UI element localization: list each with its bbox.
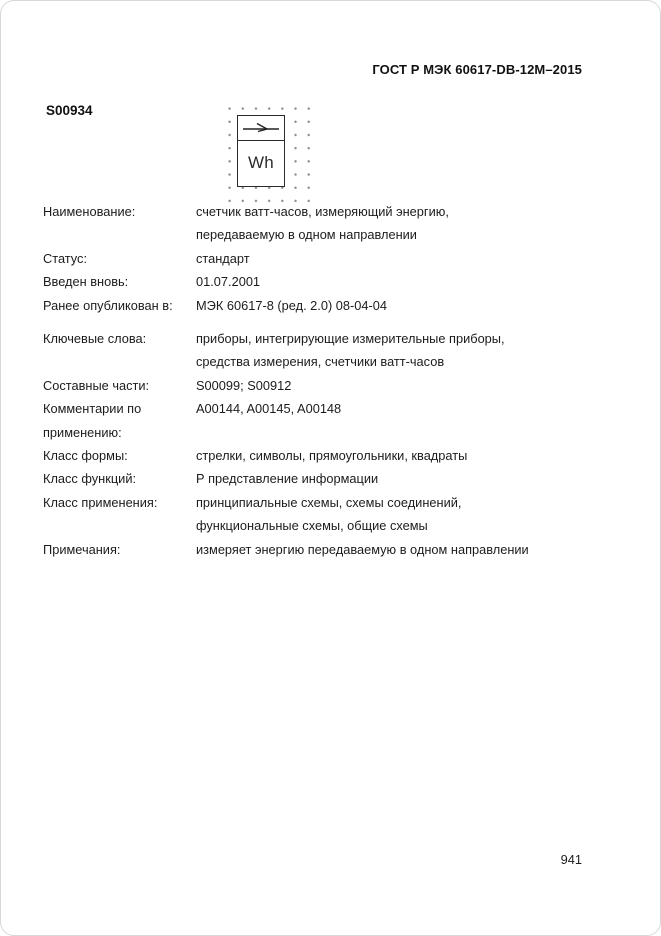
field-label-line: Ранее опубликован в:: [43, 297, 173, 313]
field-row-name: [43, 200, 608, 247]
field-label-line: Класс формы:: [43, 448, 128, 464]
field-label-line: Комментарии по: [43, 401, 142, 417]
field-label: [43, 491, 196, 514]
field-row-keywords: [43, 327, 608, 374]
field-label-line: Класс функций:: [43, 471, 137, 487]
field-value: [196, 374, 608, 397]
field-row-shape-class: [43, 444, 608, 467]
field-label: [43, 467, 196, 490]
field-value-line: передаваемую в одном направлении: [196, 227, 417, 243]
page-number: 941: [560, 852, 582, 867]
field-value-line: стандарт: [196, 250, 250, 266]
field-label-line: Ключевые слова:: [43, 331, 147, 347]
field-row-function-class: [43, 467, 608, 490]
field-value: [196, 491, 608, 538]
field-label-line: Наименование:: [43, 204, 136, 219]
symbol-id: S00934: [46, 103, 93, 118]
field-value: [196, 444, 608, 467]
field-value-line: МЭК 60617-8 (ред. 2.0) 08-04-04: [196, 297, 388, 313]
field-row-notes: [43, 538, 608, 561]
field-value: [196, 467, 608, 490]
field-value: [196, 270, 608, 293]
field-label: [43, 294, 196, 317]
field-value-line: измеряет энергию передаваемую в одном направлении: [196, 541, 529, 557]
field-row-introduced: [43, 270, 608, 293]
field-value-line: приборы, интегрирующие измерительные приборы,: [196, 331, 505, 347]
field-label: [43, 247, 196, 270]
field-value-line: средства измерения, счетчики ватт-часов: [196, 354, 445, 370]
field-label-line: Статус:: [43, 250, 88, 266]
field-label: [43, 397, 196, 444]
field-value: [196, 247, 608, 270]
field-value-line: Р представление информации: [196, 471, 379, 487]
field-label-line: Класс применения:: [43, 494, 158, 510]
field-label-line: Примечания:: [43, 541, 121, 557]
field-row-previously-published: [43, 294, 608, 317]
field-value-line: 01.07.2001: [196, 274, 261, 290]
field-value: [196, 200, 608, 247]
field-value: [196, 327, 608, 374]
field-label: [43, 327, 196, 350]
field-row-application-class: [43, 491, 608, 538]
symbol-design-grid: [221, 98, 310, 202]
field-value-line: A00144, A00145, A00148: [196, 401, 342, 417]
document-header-title: ГОСТ Р МЭК 60617-DB-12M–2015: [372, 62, 582, 77]
field-value-line: принципиальные схемы, схемы соединений,: [196, 494, 462, 510]
symbol-label: Wh: [247, 153, 275, 172]
field-label: [43, 200, 196, 223]
metadata-fields: [43, 200, 608, 561]
field-value-line: счетчик ватт-часов, измеряющий энергию,: [196, 204, 449, 219]
field-label-line: применению:: [43, 424, 122, 440]
field-label: [43, 444, 196, 467]
field-value: [196, 294, 608, 317]
field-value: [196, 538, 608, 561]
field-value-line: функциональные схемы, общие схемы: [196, 518, 428, 534]
field-label-line: Введен вновь:: [43, 274, 129, 290]
field-value: [196, 397, 608, 420]
watt-hour-meter-symbol: [237, 115, 285, 187]
field-row-status: [43, 247, 608, 270]
field-value-line: стрелки, символы, прямоугольники, квадраты: [196, 448, 468, 464]
field-value-line: S00099; S00912: [196, 377, 292, 393]
field-label-line: Составные части:: [43, 377, 150, 393]
field-row-components: [43, 374, 608, 397]
field-label: [43, 374, 196, 397]
field-label: [43, 538, 196, 561]
symbol-arrow-compartment: [238, 116, 284, 141]
field-row-application-comments: [43, 397, 608, 444]
field-label: [43, 270, 196, 293]
